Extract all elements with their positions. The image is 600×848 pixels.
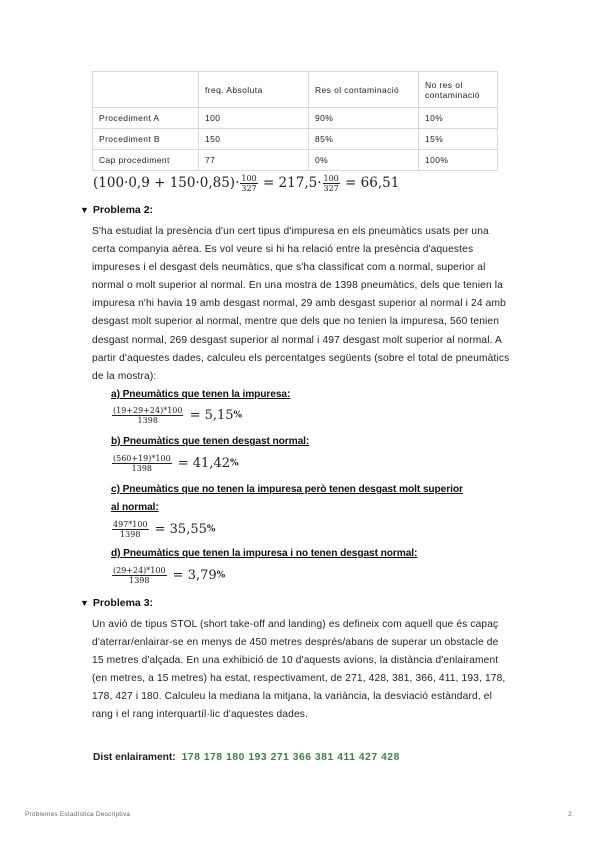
fraction-denominator: 1398 [131, 464, 153, 473]
triangle-down-icon: ▼ [80, 598, 89, 608]
fraction [323, 174, 340, 193]
answer-value: = 5,15 [189, 408, 234, 423]
footer-title: Problemes Estadística Descriptiva [25, 811, 131, 818]
frequency-table [92, 71, 498, 171]
percent-sign: % [216, 570, 226, 581]
table-cell: 85% [309, 129, 419, 150]
problem-2-title: Problema 2: [92, 204, 154, 216]
question-d-label: d) Pneumàtics que tenen la impuresa i no tenen desgast normal: [111, 548, 418, 559]
table-cell: 100 [199, 108, 309, 129]
fraction-numerator: (560+19)*100 [113, 454, 171, 463]
table-cell: 77 [199, 150, 309, 171]
fraction [112, 566, 167, 585]
question-c-label-line2: al normal: [111, 502, 159, 513]
answer-value: = 35,55 [154, 522, 207, 537]
question-c-label-line1: c) Pneumàtics que no tenen la impuresa però tenen desgast molt superior [111, 484, 463, 495]
table-header-cell [93, 72, 199, 108]
table-cell: 90% [309, 108, 419, 129]
fraction [112, 406, 183, 425]
table-cell: 100% [419, 150, 498, 171]
table-cell: 10% [419, 108, 498, 129]
table-header-row [93, 72, 498, 108]
table-header-cell: No res ol contaminació [419, 72, 498, 108]
table-cell: 15% [419, 129, 498, 150]
fraction-denominator: 1398 [120, 530, 141, 539]
table-row [93, 150, 498, 171]
fraction-numerator: 497*100 [113, 520, 148, 529]
answer-d [111, 565, 225, 585]
table-row [93, 129, 498, 150]
table-cell: Cap procediment [93, 150, 199, 171]
fraction-denominator: 1398 [137, 416, 158, 425]
percent-sign: % [230, 458, 239, 469]
answer-value: = 41,42 [177, 456, 231, 471]
fraction-denominator: 327 [323, 184, 339, 193]
fraction-numerator: 100 [241, 174, 257, 183]
fraction [112, 520, 149, 539]
problem-2-text: S'ha estudiat la presència d'un cert tipus d'impuresa en els pneumàtics usats per una certa companyia aèrea. Es vol veure si hi ha relació entre la presència d'aquestes impureses i el desgast dels neumàtics, que s'ha classificat com a normal, superior al normal o molt superior al normal. En una mostra de 1398 pneumàtics, dels que tenien la impuresa n'hi havia 19 amb desgast normal, 29 amb desgast superior al normal i 24 amb desgast molt superior al normal, mentre que dels que no tenien la impuresa, 560 tenien desgast normal, 269 desgast superior al normal i 497 desgast molt superior al normal. A partir d'aquestes dades, calculeu els percentatges següents (sobre el total de pneumàtics de la mostra): [92, 226, 510, 382]
answer-value: = 3,79 [172, 568, 217, 583]
table-header-cell: freq. Absoluta [199, 72, 309, 108]
table-cell: 0% [309, 150, 419, 171]
takeoff-values: 178 178 180 193 271 366 381 411 427 428 [181, 752, 400, 763]
table-row [93, 108, 498, 129]
answer-c [111, 519, 215, 539]
answer-a [111, 405, 242, 425]
formula-result: = 66,51 [345, 175, 400, 191]
contamination-formula [93, 174, 399, 193]
takeoff-label: Dist enlairament: [93, 752, 176, 763]
problem-3-text: Un avió de tipus STOL (short take-off and landing) es defineix com aquell que és capaç d'aterrar/enlairar-se en menys de 450 metres després/abans de superar un obstacle de 15 metres d'alçada. En una exhibició de 10 d'aquests avions, la distància d'enlairament (en metres, a 15 metres) ha estat, respectivament, de 271, 428, 381, 366, 411, 193, 178, 178, 427 i 180. Calculeu la mediana la mitjana, la variància, la desviació estàndard, el rang i el rang interquartíl·lic d'aquestes dades. [92, 619, 506, 721]
fraction [240, 174, 257, 193]
page-number: 2 [568, 811, 572, 818]
fraction-numerator: (29+24)*100 [113, 566, 166, 575]
table-cell: Procediment B [93, 129, 199, 150]
problem-3-title: Problema 3: [92, 597, 154, 609]
fraction-denominator: 327 [241, 184, 257, 193]
answer-b [111, 453, 239, 473]
table-header-cell: Res ol contaminació [309, 72, 419, 108]
problem-2-toggle[interactable] [80, 204, 153, 216]
triangle-down-icon: ▼ [80, 205, 89, 215]
problem-3-toggle[interactable] [80, 597, 153, 609]
fraction-numerator: (19+29+24)*100 [113, 406, 183, 415]
formula-lead: (100·0,9 + 150·0,85)· [93, 175, 240, 191]
fraction-numerator: 100 [323, 174, 339, 183]
fraction-denominator: 1398 [129, 576, 150, 585]
formula-mid: = 217,5· [262, 175, 322, 191]
question-a-label: a) Pneumàtics que tenen la impuresa: [111, 389, 291, 400]
fraction [112, 454, 172, 473]
table-cell: 150 [199, 129, 309, 150]
takeoff-distances [93, 752, 400, 763]
question-b-label: b) Pneumàtics que tenen desgast normal: [111, 436, 310, 447]
percent-sign: % [233, 410, 243, 421]
percent-sign: % [206, 524, 216, 535]
table-cell: Procediment A [93, 108, 199, 129]
